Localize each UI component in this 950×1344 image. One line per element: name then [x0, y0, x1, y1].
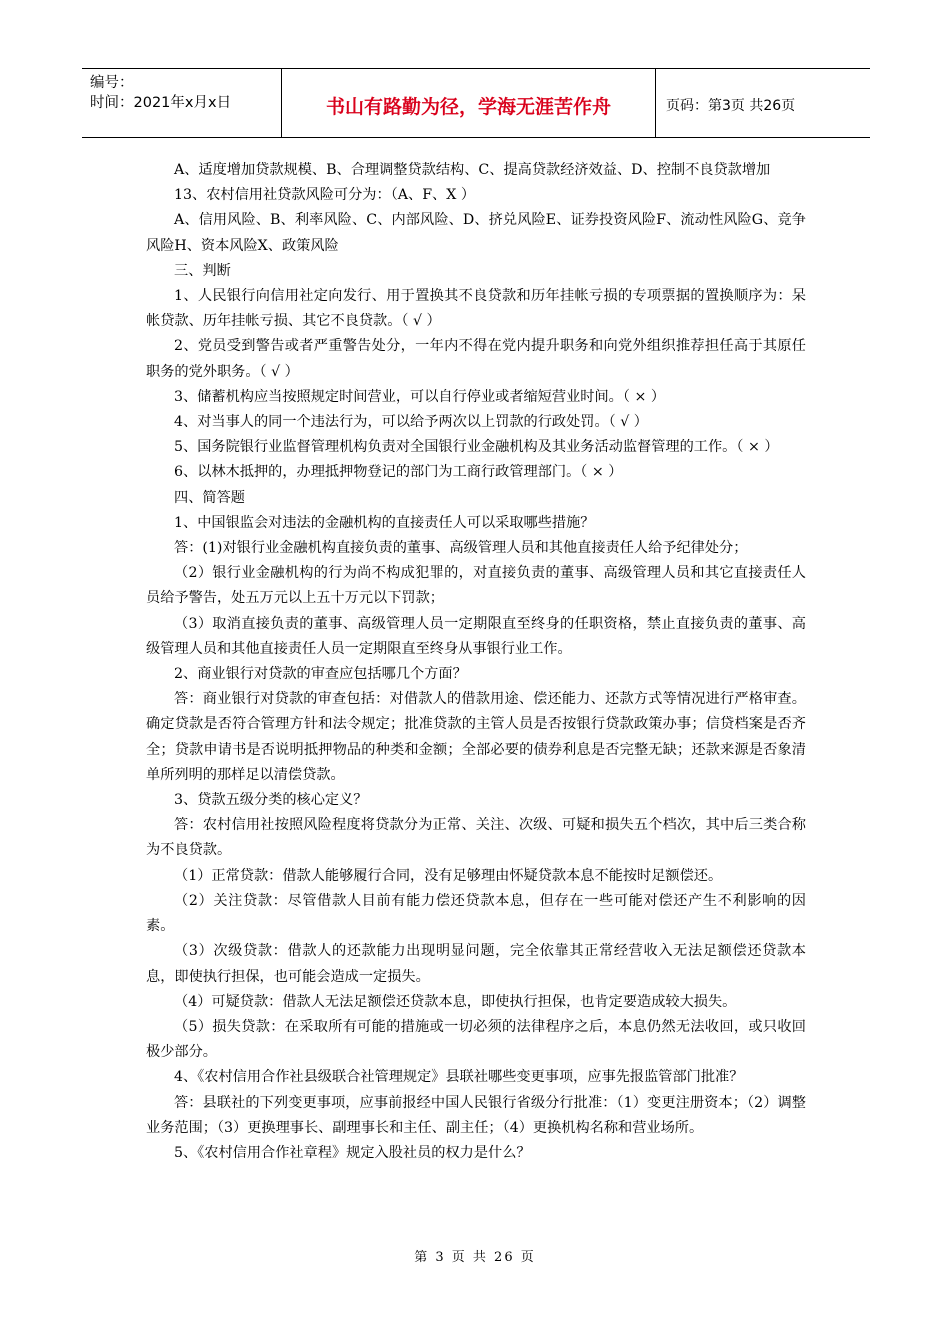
header-meta: [82, 69, 282, 137]
question: 1、中国银监会对违法的金融机构的直接责任人可以采取哪些措施？: [174, 514, 595, 531]
page-footer: 第 3 页 共 26 页: [414, 1250, 536, 1265]
section-heading: 三、判断: [174, 262, 231, 279]
answer: （2）关注贷款：尽管借款人目前有能力偿还贷款本息，但存在一些可能对偿还产生不利影响的因素。: [146, 892, 806, 935]
answer: （1）正常贷款：借款人能够履行合同，没有足够理由怀疑贷款本息不能按时足额偿还。: [174, 867, 723, 884]
question: 4、《农村信用合作社县级联合社管理规定》县联社哪些变更事项，应事先报监管部门批准？: [174, 1069, 744, 1086]
answer: 答：县联社的下列变更事项，应事前报经中国人民银行省级分行批准：（1）变更注册资本；（2）调整业务范围；（3）更换理事长、副理事长和主任、副主任；（4）更换机构名称和营业场所。: [146, 1094, 806, 1136]
answer: 答：农村信用社按照风险程度将贷款分为正常、关注、次级、可疑和损失五个档次，其中后三类合称为不良贷款。: [146, 817, 806, 859]
paragraph: 4、对当事人的同一个违法行为，可以给予两次以上罚款的行政处罚。（ √ ）: [174, 414, 648, 431]
paragraph: 2、党员受到警告或者严重警告处分，一年内不得在党内提升职务和向党外组织推荐担任高于其原任职务的党外职务。（ √ ）: [146, 338, 806, 380]
answer: （3）次级贷款：借款人的还款能力出现明显问题，完全依靠其正常经营收入无法足额偿还贷款本息，即使执行担保，也可能会造成一定损失。: [146, 943, 806, 985]
paragraph: 5、国务院银行业监督管理机构负责对全国银行业金融机构及其业务活动监督管理的工作。（ × ）: [174, 439, 779, 456]
question: 2、商业银行对贷款的审查应包括哪几个方面？: [174, 666, 467, 683]
document-body: [146, 158, 806, 1166]
answer: （5）损失贷款：在采取所有可能的措施或一切必须的法律程序之后，本息仍然无法收回，或只收回极少部分。: [146, 1018, 806, 1061]
paragraph: 6、以林木抵押的，办理抵押物登记的部门为工商行政管理部门。（ × ）: [174, 464, 623, 481]
section-heading: 四、简答题: [174, 489, 245, 506]
paragraph: A、适度增加贷款规模、B、合理调整贷款结构、C、提高贷款经济效益、D、控制不良贷款增加: [174, 162, 771, 178]
header-motto: 书山有路勤为径，学海无涯苦作舟: [282, 69, 656, 137]
paragraph: 13、农村信用社贷款风险可分为：（A、F、X ）: [174, 187, 476, 204]
paragraph: 3、储蓄机构应当按照规定时间营业，可以自行停业或者缩短营业时间。（ × ）: [174, 388, 666, 405]
header-page-info: 页码：第3页 共26页: [666, 98, 796, 114]
answer: （3）取消直接负责的董事、高级管理人员一定期限直至终身的任职资格，禁止直接负责的董事、高级管理人员和其他直接责任人员一定期限直至终身从事银行业工作。: [146, 615, 806, 657]
question: 5、《农村信用合作社章程》规定入股社员的权力是什么？: [174, 1144, 531, 1161]
answer: 答：(1)对银行业金融机构直接负责的董事、高级管理人员和其他直接责任人给予纪律处分；: [174, 540, 748, 557]
answer: （2）银行业金融机构的行为尚不构成犯罪的，对直接负责的董事、高级管理人员和其它直接责任人员给予警告，处五万元以上五十万元以下罚款；: [146, 565, 806, 607]
document-date: 时间：2021年x月x日: [90, 95, 232, 111]
paragraph: A、信用风险、B、利率风险、C、内部风险、D、挤兑风险E、证券投资风险F、流动性风险G、竞争风险H、资本风险X、政策风险: [146, 212, 806, 254]
question: 3、贷款五级分类的核心定义？: [174, 792, 368, 809]
answer: 答：商业银行对贷款的审查包括：对借款人的借款用途、偿还能力、还款方式等情况进行严格审查。确定贷款是否符合管理方针和法令规定；批准贷款的主管人员是否按银行贷款政策办事；信贷档案是否齐全；贷款申请书是否说明抵押物品的种类和金额；全部必要的债券利息是否完整无缺；还款来源是否象清单所列明的那样足以清偿贷款。: [146, 691, 806, 783]
page-header: [82, 68, 870, 138]
document-number-label: 编号：: [90, 75, 134, 91]
paragraph: 1、人民银行向信用社定向发行、用于置换其不良贷款和历年挂帐亏损的专项票据的置换顺序为：呆帐贷款、历年挂帐亏损、其它不良贷款。（ √ ）: [146, 288, 806, 330]
answer: （4）可疑贷款：借款人无法足额偿还贷款本息，即使执行担保，也肯定要造成较大损失。: [174, 993, 737, 1010]
